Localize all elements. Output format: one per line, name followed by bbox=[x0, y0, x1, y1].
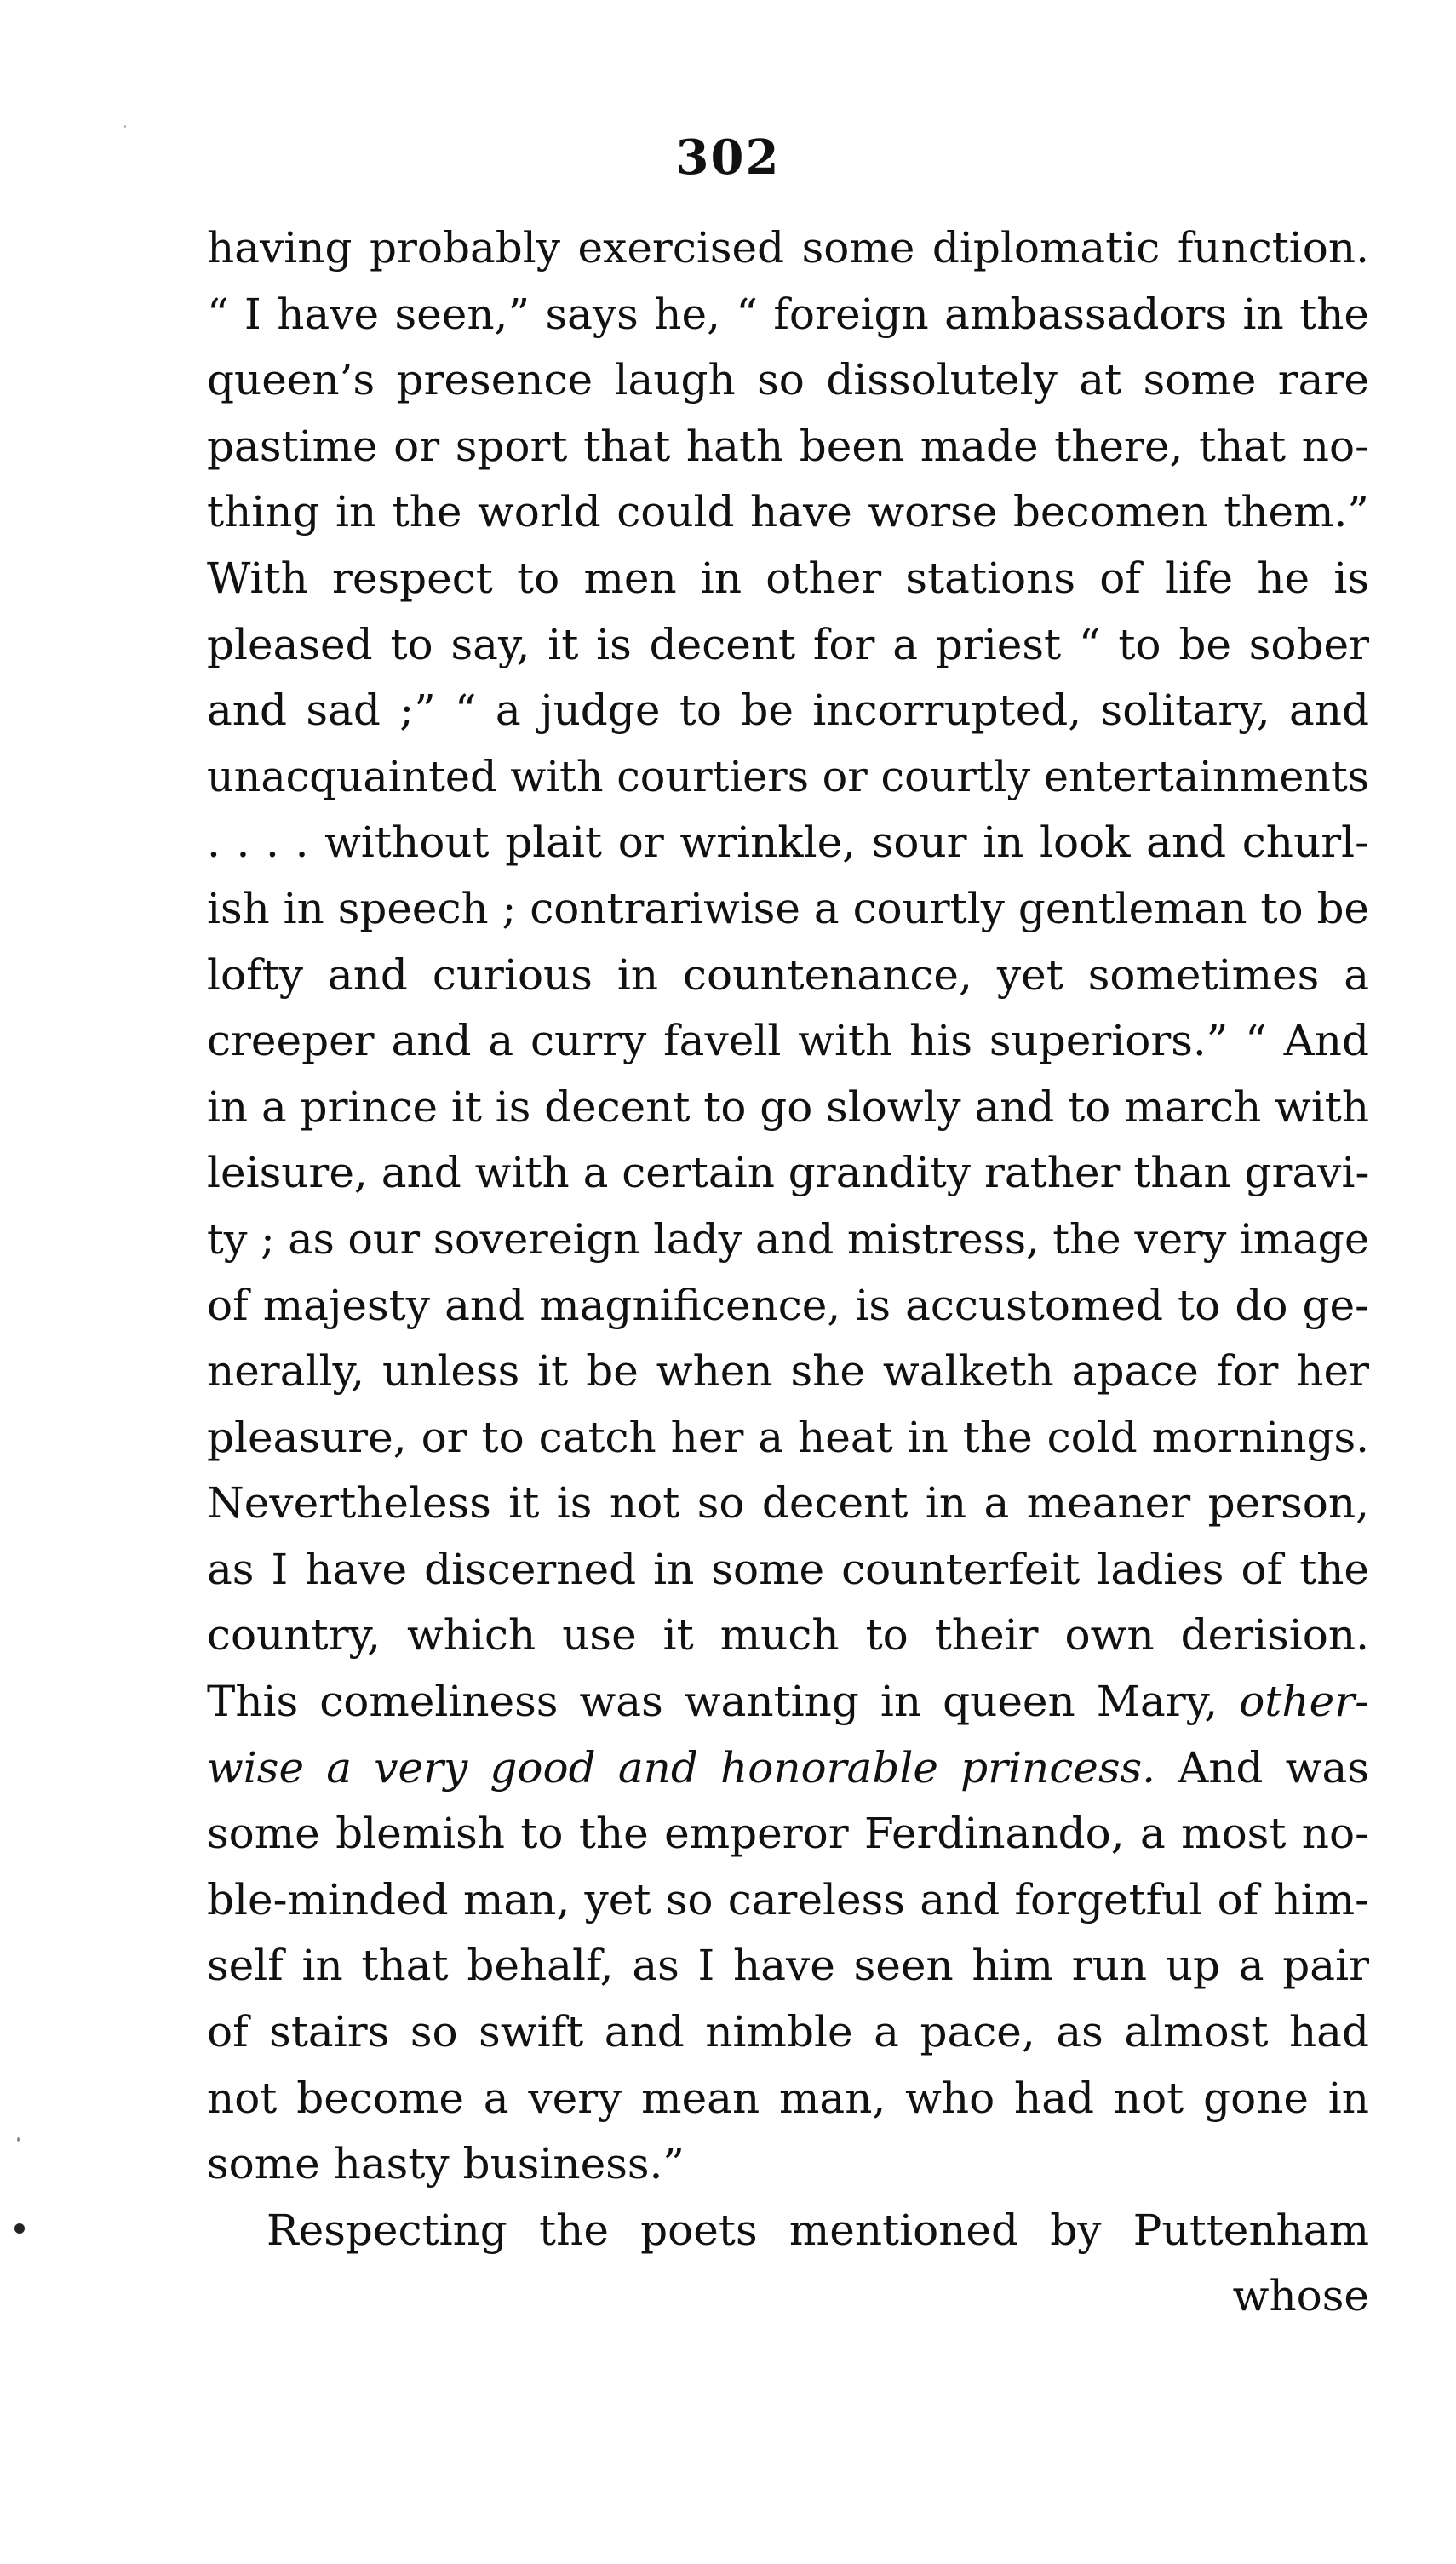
text-line: creeper and a curry favell with his superiors.” “ And bbox=[207, 1016, 1369, 1066]
text-line: country, which use it much to their own derision. bbox=[207, 1610, 1369, 1661]
ink-speck bbox=[17, 2137, 20, 2142]
text-line: queen’s presence laugh so dissolutely at some rare bbox=[207, 355, 1369, 405]
text-line: as I have discerned in some counterfeit ladies of the bbox=[207, 1544, 1369, 1594]
text-line: ble-minded man, yet so careless and forgetful of him- bbox=[207, 1874, 1369, 1924]
text-line: With respect to men in other stations of life he is bbox=[207, 553, 1369, 603]
text-line: pastime or sport that hath been made there, that no- bbox=[207, 421, 1369, 471]
catchword: whose bbox=[1232, 2271, 1369, 2321]
page-number: 302 bbox=[675, 129, 781, 186]
text-line: ish in speech ; contrariwise a courtly gentleman to be bbox=[207, 883, 1369, 933]
text-line: some blemish to the emperor Ferdinando, a most no- bbox=[207, 1809, 1369, 1859]
body-text bbox=[207, 215, 1369, 2330]
italic-text: other- bbox=[1239, 1677, 1369, 1727]
text-line: pleasure, or to catch her a heat in the cold mornings. bbox=[207, 1412, 1369, 1462]
roman-text: This comeliness was wanting in queen Mary, bbox=[207, 1677, 1240, 1727]
text-line: . . . . without plait or wrinkle, sour in look and churl- bbox=[207, 817, 1369, 868]
text-line: of stairs so swift and nimble a pace, as almost had bbox=[207, 2007, 1369, 2057]
text-line: thing in the world could have worse becomen them.” bbox=[207, 487, 1369, 537]
text-line: having probably exercised some diplomatic function. bbox=[207, 223, 1369, 272]
text-line: ty ; as our sovereign lady and mistress, the very image bbox=[207, 1213, 1369, 1264]
text-line: lofty and curious in countenance, yet sometimes a bbox=[207, 949, 1369, 1000]
text-line: and sad ;” “ a judge to be incorrupted, solitary, and bbox=[207, 685, 1369, 736]
text-line: nerally, unless it be when she walketh apace for her bbox=[207, 1346, 1369, 1397]
text-line: “ I have seen,” says he, “ foreign ambassadors in the bbox=[207, 289, 1369, 339]
text-line: leisure, and with a certain grandity rather than gravi- bbox=[207, 1148, 1370, 1198]
text-line: pleased to say, it is decent for a priest “ to be sober bbox=[207, 619, 1369, 669]
text-line-mixed bbox=[207, 1669, 1369, 1735]
paragraph-start-line: Respecting the poets mentioned by Puttenham bbox=[267, 2205, 1369, 2255]
text-line: of majesty and magnificence, is accustomed to do ge- bbox=[207, 1280, 1369, 1330]
text-line: not become a very mean man, who had not gone in bbox=[207, 2073, 1369, 2123]
text-line: Nevertheless it is not so decent in a meaner person, bbox=[207, 1478, 1369, 1529]
ink-speck bbox=[124, 125, 126, 128]
text-line: self in that behalf, as I have seen him run up a pair bbox=[207, 1941, 1369, 1991]
text-line-mixed bbox=[207, 1735, 1369, 1802]
text-line: unacquainted with courtiers or courtly entertainments bbox=[207, 751, 1369, 801]
text-line: in a prince it is decent to go slowly and to march with bbox=[207, 1081, 1369, 1132]
italic-text: wise a very good and honorable princess. bbox=[207, 1742, 1156, 1793]
text-line: some hasty business.” bbox=[207, 2139, 685, 2189]
ink-speck bbox=[14, 2223, 25, 2234]
roman-text: And was bbox=[1155, 1742, 1369, 1793]
